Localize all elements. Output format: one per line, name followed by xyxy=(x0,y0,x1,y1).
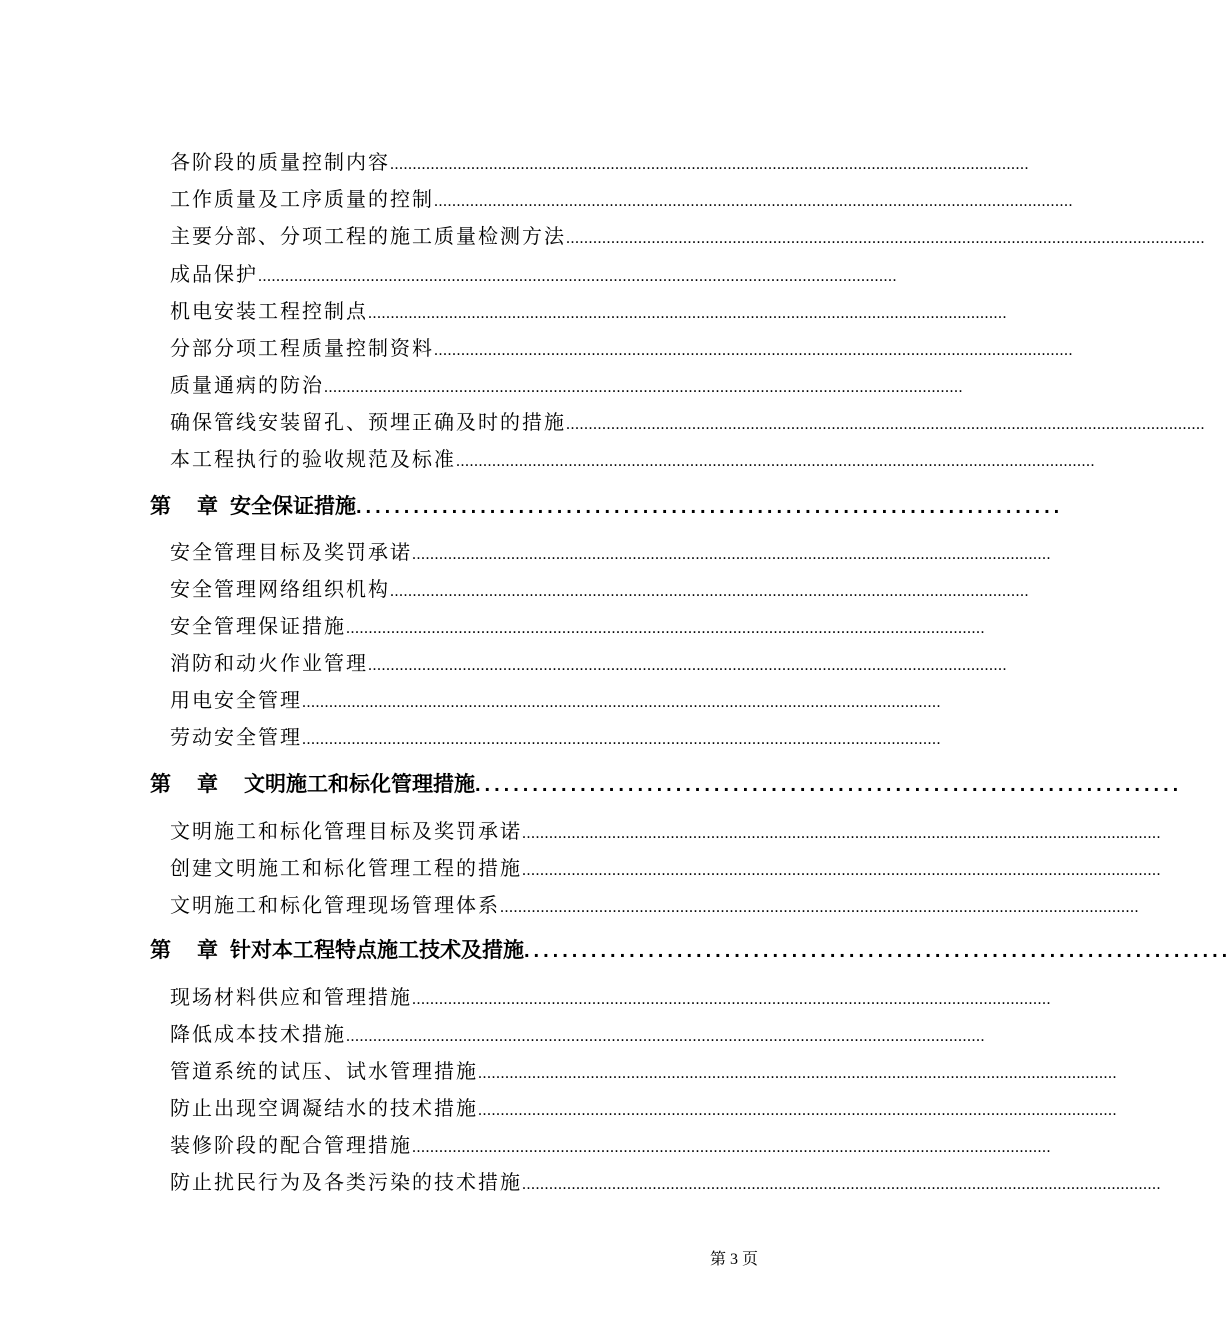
toc-entry[interactable] xyxy=(170,1129,1051,1161)
dot-leader: .............................................................................................................................................. xyxy=(522,1176,1161,1193)
dot-leader: .............................................................................................................................................. xyxy=(368,305,1007,322)
toc-entry[interactable] xyxy=(170,406,1205,438)
toc-entry-label: 本工程执行的验收规范及标准 xyxy=(170,447,456,471)
dot-leader: .............................................................................................................................................. xyxy=(500,899,1139,916)
toc-chapter-label xyxy=(150,768,475,798)
toc-chapter-entry[interactable] xyxy=(150,768,1183,802)
toc-entry[interactable] xyxy=(170,889,1139,921)
toc-entry[interactable] xyxy=(170,981,1051,1013)
dot-leader: .............................................................................................................................................. xyxy=(302,731,941,748)
toc-entry[interactable] xyxy=(170,815,1161,847)
toc-entry-label: 各阶段的质量控制内容 xyxy=(170,150,390,174)
toc-entry-label: 安全管理目标及奖罚承诺 xyxy=(170,540,412,564)
chapter-title: 文明施工和标化管理措施 xyxy=(244,772,475,796)
toc-entry-label: 工作质量及工序质量的控制 xyxy=(170,187,434,211)
toc-entry[interactable] xyxy=(170,1092,1117,1124)
chapter-suffix: 章 xyxy=(197,494,218,518)
toc-entry[interactable] xyxy=(170,1018,985,1050)
toc-entry-label: 现场材料供应和管理措施 xyxy=(170,985,412,1009)
dot-leader: .............................................................................................................................................. xyxy=(478,1102,1117,1119)
dot-leader: .............................................................................................................................................. xyxy=(478,1065,1117,1082)
dot-leader: .............................................................................................................................................. xyxy=(346,620,985,637)
dot-leader: .............................................................................................................................................. xyxy=(456,453,1095,470)
toc-chapter-entry[interactable] xyxy=(150,934,1231,968)
dot-leader: .............................................................................................................................................. xyxy=(302,694,941,711)
dot-leader: .............................................................................................................................................. xyxy=(390,583,1029,600)
toc-entry-label: 文明施工和标化管理现场管理体系 xyxy=(170,893,500,917)
dot-leader: .............................................................................................................................................. xyxy=(412,991,1051,1008)
toc-entry-label: 装修阶段的配合管理措施 xyxy=(170,1133,412,1157)
toc-entry-label: 劳动安全管理 xyxy=(170,725,302,749)
toc-entry-label: 成品保护 xyxy=(170,262,258,286)
toc-entry-label: 安全管理网络组织机构 xyxy=(170,577,390,601)
toc-chapter-label xyxy=(150,934,524,964)
toc-entry-label: 机电安装工程控制点 xyxy=(170,299,368,323)
toc-entry[interactable] xyxy=(170,258,897,290)
toc-entry-label: 确保管线安装留孔、预埋正确及时的措施 xyxy=(170,410,566,434)
toc-entry-label: 降低成本技术措施 xyxy=(170,1022,346,1046)
dot-leader: .............................................................................................................................................. xyxy=(566,416,1205,433)
chapter-suffix: 章 xyxy=(197,938,218,962)
toc-entry[interactable] xyxy=(170,369,963,401)
dot-leader: .............................................................................................................................................. xyxy=(434,342,1073,359)
toc-entry[interactable] xyxy=(170,536,1051,568)
toc-entry-label: 消防和动火作业管理 xyxy=(170,651,368,675)
dot-leader: .............................................................................................................................................. xyxy=(368,657,1007,674)
toc-entry[interactable] xyxy=(170,220,1205,252)
dot-leader: .............................................................................................................................................. xyxy=(566,230,1205,247)
toc-entry[interactable] xyxy=(170,721,941,753)
dot-leader: .............................................................................................................................................. xyxy=(522,862,1161,879)
toc-entry[interactable] xyxy=(170,684,941,716)
toc-entry[interactable] xyxy=(170,183,1073,215)
dot-leader: .............................................................................................................................................. xyxy=(412,546,1051,563)
chapter-suffix: 章 xyxy=(197,772,218,796)
chapter-prefix: 第 xyxy=(150,772,171,796)
chapter-title: 针对本工程特点施工技术及措施 xyxy=(230,938,524,962)
dot-leader: .............................................................................................................................................. xyxy=(522,825,1161,842)
page-number: 第 3 页 xyxy=(710,1251,759,1268)
toc-entry[interactable] xyxy=(170,146,1029,178)
dot-leader: .............................................................................................................................................. xyxy=(346,1028,985,1045)
dot-leader: .............................................................................................................................................. xyxy=(412,1139,1051,1156)
toc-entry[interactable] xyxy=(170,647,1007,679)
dot-leader: .......................................................................... xyxy=(524,940,1231,962)
toc-entry[interactable] xyxy=(170,1055,1117,1087)
dot-leader: .......................................................................... xyxy=(475,774,1183,796)
toc-entry-label: 用电安全管理 xyxy=(170,688,302,712)
dot-leader: .............................................................................................................................................. xyxy=(258,268,897,285)
toc-entry[interactable] xyxy=(170,852,1161,884)
toc-chapter-entry[interactable] xyxy=(150,490,1064,524)
toc-entry-label: 分部分项工程质量控制资料 xyxy=(170,336,434,360)
chapter-prefix: 第 xyxy=(150,494,171,518)
toc-chapter-label xyxy=(150,490,356,520)
chapter-title: 安全保证措施 xyxy=(230,494,356,518)
toc-entry[interactable] xyxy=(170,573,1029,605)
dot-leader: .......................................................................... xyxy=(356,496,1064,518)
dot-leader: .............................................................................................................................................. xyxy=(324,379,963,396)
toc-entry[interactable] xyxy=(170,443,1095,475)
toc-entry[interactable] xyxy=(170,1166,1161,1198)
toc-entry-label: 防止出现空调凝结水的技术措施 xyxy=(170,1096,478,1120)
toc-entry-label: 创建文明施工和标化管理工程的措施 xyxy=(170,856,522,880)
chapter-prefix: 第 xyxy=(150,938,171,962)
toc-entry-label: 质量通病的防治 xyxy=(170,373,324,397)
toc-entry-label: 文明施工和标化管理目标及奖罚承诺 xyxy=(170,819,522,843)
toc-entry-label: 主要分部、分项工程的施工质量检测方法 xyxy=(170,224,566,248)
toc-entry[interactable] xyxy=(170,610,985,642)
toc-entry[interactable] xyxy=(170,295,1007,327)
dot-leader: .............................................................................................................................................. xyxy=(434,193,1073,210)
toc-entry-label: 安全管理保证措施 xyxy=(170,614,346,638)
toc-entry-label: 防止扰民行为及各类污染的技术措施 xyxy=(170,1170,522,1194)
toc-entry[interactable] xyxy=(170,332,1073,364)
toc-entry-label: 管道系统的试压、试水管理措施 xyxy=(170,1059,478,1083)
dot-leader: .............................................................................................................................................. xyxy=(390,156,1029,173)
